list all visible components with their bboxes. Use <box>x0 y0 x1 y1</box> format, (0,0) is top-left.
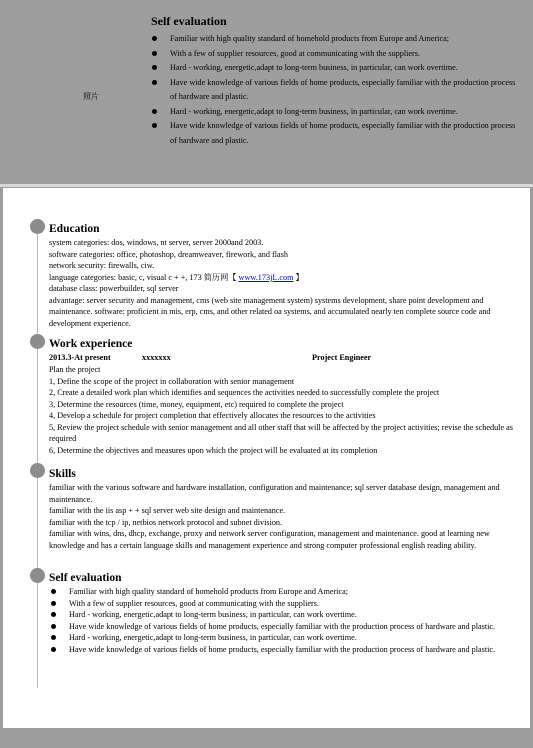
list-item: Hard - working, energetic,adapt to long-term business, in particular, can work overtime. <box>49 609 521 621</box>
self-evaluation-list <box>49 586 521 655</box>
bottom-margin <box>0 728 533 748</box>
photo-placeholder-label: 照片 <box>83 92 99 101</box>
skills-line: familiar with wins, dns, dhcp, exchange, proxy and network server configuration, management and maintenance. good at learning new knowledge and has a certain language skills and management experience and strong computer professional english reading ability. <box>49 529 490 550</box>
skills-line: familiar with the various software and hardware installation, configuration and maintenance; sql server database design, management and maintenance. <box>49 483 500 504</box>
education-section <box>49 222 521 329</box>
header-self-evaluation-list <box>150 32 522 148</box>
list-item: Familiar with high quality standard of homehold products from Europe and America; <box>150 32 522 47</box>
list-item: Hard - working, energetic,adapt to long-term business, in particular, can work overtime. <box>49 632 521 644</box>
website-link[interactable]: www.173jL.com <box>238 272 294 282</box>
list-item: Familiar with high quality standard of homehold products from Europe and America; <box>49 586 521 598</box>
skills-bullet-icon <box>30 463 45 478</box>
self-evaluation-section <box>49 571 521 655</box>
divider <box>0 184 533 187</box>
work-bullet-icon <box>30 334 45 349</box>
work-line: 2, Create a detailed work plan which identifies and sequences the activities needed to successfully complete the project <box>49 388 440 397</box>
list-item: Have wide knowledge of various fields of home products, especially familiar with the production process of hardware and plastic. <box>49 621 521 633</box>
education-line: network security: firewalls, ciw. <box>49 261 155 270</box>
skills-line: familiar with the iis asp + + sql server web site design and maintenance. <box>49 506 286 515</box>
timeline-line <box>37 228 38 688</box>
top-banner <box>0 0 533 184</box>
job-position: Project Engineer <box>312 353 372 362</box>
education-line: database class: powerbuilder, sql server <box>49 284 179 293</box>
education-line: advantage: server security and management, cms (web site management system) systems development, share point development and maintenance. software: proficient in mis, erp, cms, and other related oa systems, and accumulated nearly ten complete source code and development experience. <box>49 295 491 328</box>
job-header <box>49 352 521 364</box>
work-title: Work experience <box>49 338 133 350</box>
work-section <box>49 337 521 456</box>
education-line: software categories: office, photoshop, dreamweaver, firework, and flash <box>49 249 288 259</box>
header-self-evaluation-title: Self evaluation <box>151 14 227 28</box>
work-line: 5, Review the project schedule with senior management and all other staff that will be affected by the project activities; revise the schedule as required <box>49 422 513 443</box>
work-line: 6, Determine the objectives and measures upon which the project will be evaluated at its completion <box>49 445 378 455</box>
work-line: 4, Develop a schedule for project completion that effectively allocates the resources to the activities <box>49 411 376 420</box>
education-bullet-icon <box>30 219 45 234</box>
language-prefix: language categories: basic, c, visual c + +, 173 简历网【 <box>49 272 239 282</box>
work-line: 3, Determine the resources (time, money, equipment, etc) required to complete the project <box>49 399 344 409</box>
self-evaluation-title: Self evaluation <box>49 572 122 584</box>
education-line: system categories: dos, windows, nt server, server 2000and 2003. <box>49 238 264 247</box>
work-line: 1, Define the scope of the project in collaboration with senior management <box>49 376 295 386</box>
work-line: Plan the project <box>49 365 101 374</box>
list-item: Have wide knowledge of various fields of home products, especially familiar with the production process of hardware and plastic. <box>150 119 522 148</box>
job-period: 2013.3-At present <box>49 353 111 362</box>
list-item: With a few of supplier resources, good at communicating with the suppliers. <box>150 47 522 62</box>
list-item: Hard - working, energetic,adapt to long-term business, in particular, can work overtime. <box>150 61 522 76</box>
skills-line: familiar with the tcp / ip, netbios network protocol and subnet division. <box>49 517 283 527</box>
skills-title: Skills <box>49 468 76 480</box>
education-line <box>49 272 521 284</box>
list-item: Hard - working, energetic,adapt to long-term business, in particular, can work overtime. <box>150 105 522 120</box>
job-company: xxxxxxx <box>142 353 171 362</box>
skills-section <box>49 467 521 551</box>
list-item: With a few of supplier resources, good at communicating with the suppliers. <box>49 598 521 610</box>
self-evaluation-bullet-icon <box>30 568 45 583</box>
education-title: Education <box>49 223 100 235</box>
list-item: Have wide knowledge of various fields of home products, especially familiar with the production process of hardware and plastic. <box>49 644 521 656</box>
language-suffix: 】 <box>293 272 304 282</box>
list-item: Have wide knowledge of various fields of home products, especially familiar with the production process of hardware and plastic. <box>150 76 522 105</box>
